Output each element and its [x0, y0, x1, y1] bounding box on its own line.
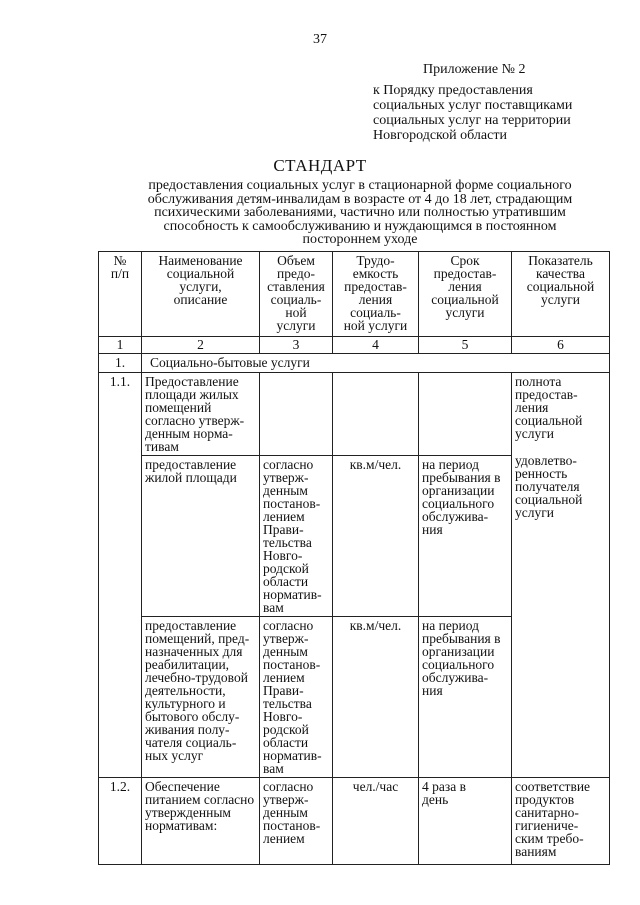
- column-number: 6: [512, 337, 610, 354]
- header-cell-volume: Объем предо- ставления социаль- ной услуги: [260, 252, 333, 337]
- service-name: предоставление помещений, пред- назначенных для реабилитации, лечебно-трудовой деятельности, культурного и бытового обслу- живания полу- чателя социаль- ных услуг: [142, 617, 260, 778]
- appendix-line: социальных услуг на территории: [373, 113, 571, 128]
- column-number: 5: [419, 337, 512, 354]
- appendix-heading: Приложение № 2: [423, 62, 526, 77]
- service-volume: согласно утверж- денным постанов- лением Прави- тельства Новго- родской области норматив- вам: [260, 617, 333, 778]
- row-number: 1.1.: [99, 373, 142, 778]
- service-term: на период пребывания в организации социального обслужива- ния: [419, 617, 512, 778]
- document-title: СТАНДАРТ: [273, 156, 367, 175]
- service-name: Обеспечение питанием согласно утвержденным нормативам:: [142, 778, 260, 865]
- header-cell-labor: Трудо- емкость предостав- ления социаль- ной услуги: [333, 252, 419, 337]
- section-row: [99, 354, 610, 373]
- quality-text: полнота предостав- ления социальной услуги: [515, 374, 583, 441]
- section-number: 1.: [99, 354, 142, 373]
- service-volume: [260, 373, 333, 456]
- service-volume: согласно утверж- денным постанов- лением Прави- тельства Новго- родской области норматив- вам: [260, 456, 333, 617]
- header-cell-term: Срок предостав- ления социальной услуги: [419, 252, 512, 337]
- table-row: [99, 778, 610, 865]
- subtitle-line: психическими заболеваниями, частично или полностью утратившим: [154, 205, 566, 220]
- page-number: 37: [313, 32, 327, 47]
- table-header-row: [99, 252, 610, 337]
- appendix-block: [373, 62, 623, 143]
- column-number: 2: [142, 337, 260, 354]
- service-term: 4 раза в день: [419, 778, 512, 865]
- column-number: 1: [99, 337, 142, 354]
- appendix-line: Новгородской области: [373, 128, 507, 143]
- quality-indicator: соответствие продуктов санитарно- гигиениче- ским требо- ваниям: [512, 778, 610, 865]
- header-cell-quality: Показатель качества социальной услуги: [512, 252, 610, 337]
- table-row: [99, 373, 610, 456]
- subtitle-line: обслуживания детям-инвалидам в возрасте от 4 до 18 лет, страдающим: [147, 191, 573, 207]
- service-term: [419, 373, 512, 456]
- header-cell-number: № п/п: [99, 252, 142, 337]
- service-labor: чел./час: [333, 778, 419, 865]
- column-number-row: [99, 337, 610, 354]
- quality-indicator: [512, 373, 610, 778]
- service-name: предоставление жилой площади: [142, 456, 260, 617]
- subtitle-line: способность к самообслуживанию и нуждающимся в постоянном: [163, 218, 557, 234]
- subtitle-line: предоставления социальных услуг в стационарной форме социального: [148, 178, 572, 193]
- column-number: 4: [333, 337, 419, 354]
- row-number: 1.2.: [99, 778, 142, 865]
- subtitle-line: постороннем уходе: [302, 232, 418, 247]
- service-name: Предоставление площади жилых помещений согласно утверж- денным норма- тивам: [142, 373, 260, 456]
- appendix-line: социальных услуг поставщиками: [373, 98, 573, 113]
- section-label: Социально-бытовые услуги: [142, 354, 610, 373]
- appendix-line: к Порядку предоставления: [373, 83, 533, 98]
- service-labor: кв.м/чел.: [333, 617, 419, 778]
- service-labor: [333, 373, 419, 456]
- service-volume: согласно утверж- денным постанов- лением: [260, 778, 333, 865]
- column-number: 3: [260, 337, 333, 354]
- header-cell-name: Наименование социальной услуги, описание: [142, 252, 260, 337]
- service-labor: кв.м/чел.: [333, 456, 419, 617]
- document-subtitle: [120, 179, 600, 247]
- service-term: на период пребывания в организации социального обслужива- ния: [419, 456, 512, 617]
- standard-table: [98, 251, 610, 865]
- quality-text: удовлетво- ренность получателя социальной услуги: [515, 453, 583, 520]
